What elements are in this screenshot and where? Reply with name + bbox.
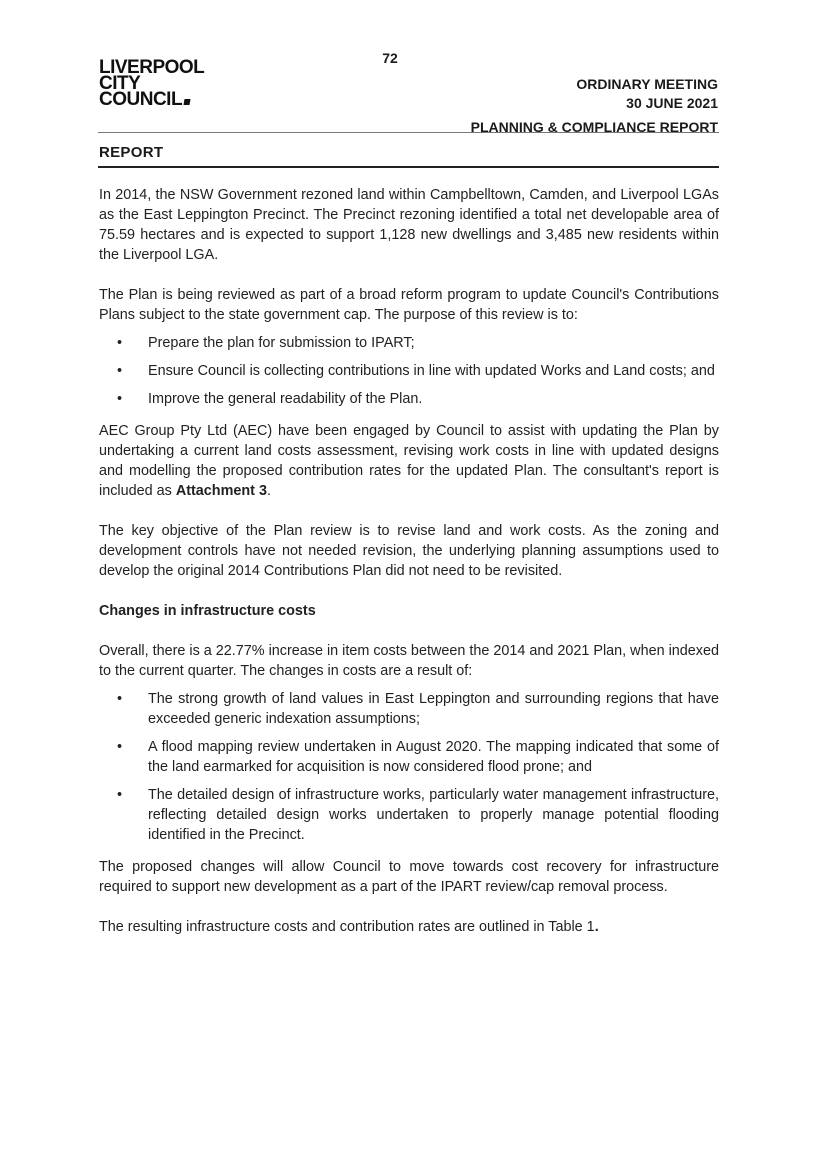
bullet-icon: •	[117, 739, 123, 755]
list-item: • A flood mapping review undertaken in August 2020. The mapping indicated that some of the land earmarked for acquisition is now considered flood prone; and	[117, 739, 719, 775]
liverpool-city-council-logo	[99, 57, 205, 110]
section-divider	[98, 166, 719, 168]
bullet-icon: •	[117, 391, 123, 407]
logo-line-2: CITY	[99, 73, 141, 94]
list-item: • The detailed design of infrastructure works, particularly water management infrastructure, reflecting detailed design works undertaken to properly manage potential flooding identified in the Precinct.	[117, 787, 719, 843]
report-name: PLANNING & COMPLIANCE REPORT	[470, 119, 718, 135]
paragraph-consultant: AEC Group Pty Ltd (AEC) have been engaged by Council to assist with updating the Plan by undertaking a current land costs assessment, revising work costs in line with updated designs and modelling the proposed contribution rates for the updated Plan. The consultant's report is included as Attachment 3.	[99, 423, 719, 499]
list-item: • Improve the general readability of the Plan.	[117, 391, 423, 407]
paragraph-cost-increase: Overall, there is a 22.77% increase in item costs between the 2014 and 2021 Plan, when indexed to the current quarter. The changes in costs are a result of:	[99, 643, 719, 679]
paragraph-cost-recovery: The proposed changes will allow Council to move towards cost recovery for infrastructure required to support new development as a part of the IPART review/cap removal process.	[99, 859, 719, 895]
bullet-icon: •	[117, 787, 123, 803]
cost-change-list	[99, 689, 719, 845]
bullet-icon: •	[117, 363, 123, 379]
section-title: REPORT	[99, 144, 164, 161]
list-item: • Ensure Council is collecting contributions in line with updated Works and Land costs; and	[117, 363, 715, 379]
page-number: 72	[382, 50, 398, 66]
subheading-infrastructure-costs: Changes in infrastructure costs	[99, 603, 316, 619]
logo-line-3: COUNCIL	[99, 92, 204, 108]
meeting-title: ORDINARY MEETING	[576, 76, 718, 92]
paragraph-review-purpose: The Plan is being reviewed as part of a broad reform program to update Council's Contributions Plans subject to the state government cap. The purpose of this review is to:	[99, 287, 719, 323]
paragraph-table-reference: The resulting infrastructure costs and contribution rates are outlined in Table 1.	[99, 919, 599, 935]
bullet-icon: •	[117, 335, 123, 351]
list-item: • Prepare the plan for submission to IPART;	[117, 335, 415, 351]
logo-line-1: LIVERPOOL	[99, 57, 205, 78]
attachment-reference: Attachment 3	[175, 483, 267, 499]
header-divider	[98, 132, 719, 133]
meeting-header	[471, 75, 718, 137]
list-item: • The strong growth of land values in East Leppington and surrounding regions that have exceeded generic indexation assumptions;	[117, 691, 719, 727]
review-purpose-list	[99, 333, 719, 409]
bullet-icon: •	[117, 691, 123, 707]
paragraph-key-objective: The key objective of the Plan review is to revise land and work costs. As the zoning and development controls have not needed revision, the underlying planning assumptions used to develop the original 2014 Contributions Plan did not need to be revisited.	[99, 523, 719, 579]
logo-mark-icon	[184, 99, 191, 105]
paragraph-precinct-intro: In 2014, the NSW Government rezoned land within Campbelltown, Camden, and Liverpool LGAs as the East Leppington Precinct. The Precinct rezoning identified a total net developable area of 75.59 hectares and is expected to support 1,128 new dwellings and 3,485 new residents within the Liverpool LGA.	[99, 187, 719, 263]
meeting-date: 30 JUNE 2021	[626, 95, 718, 111]
report-body	[99, 185, 719, 957]
